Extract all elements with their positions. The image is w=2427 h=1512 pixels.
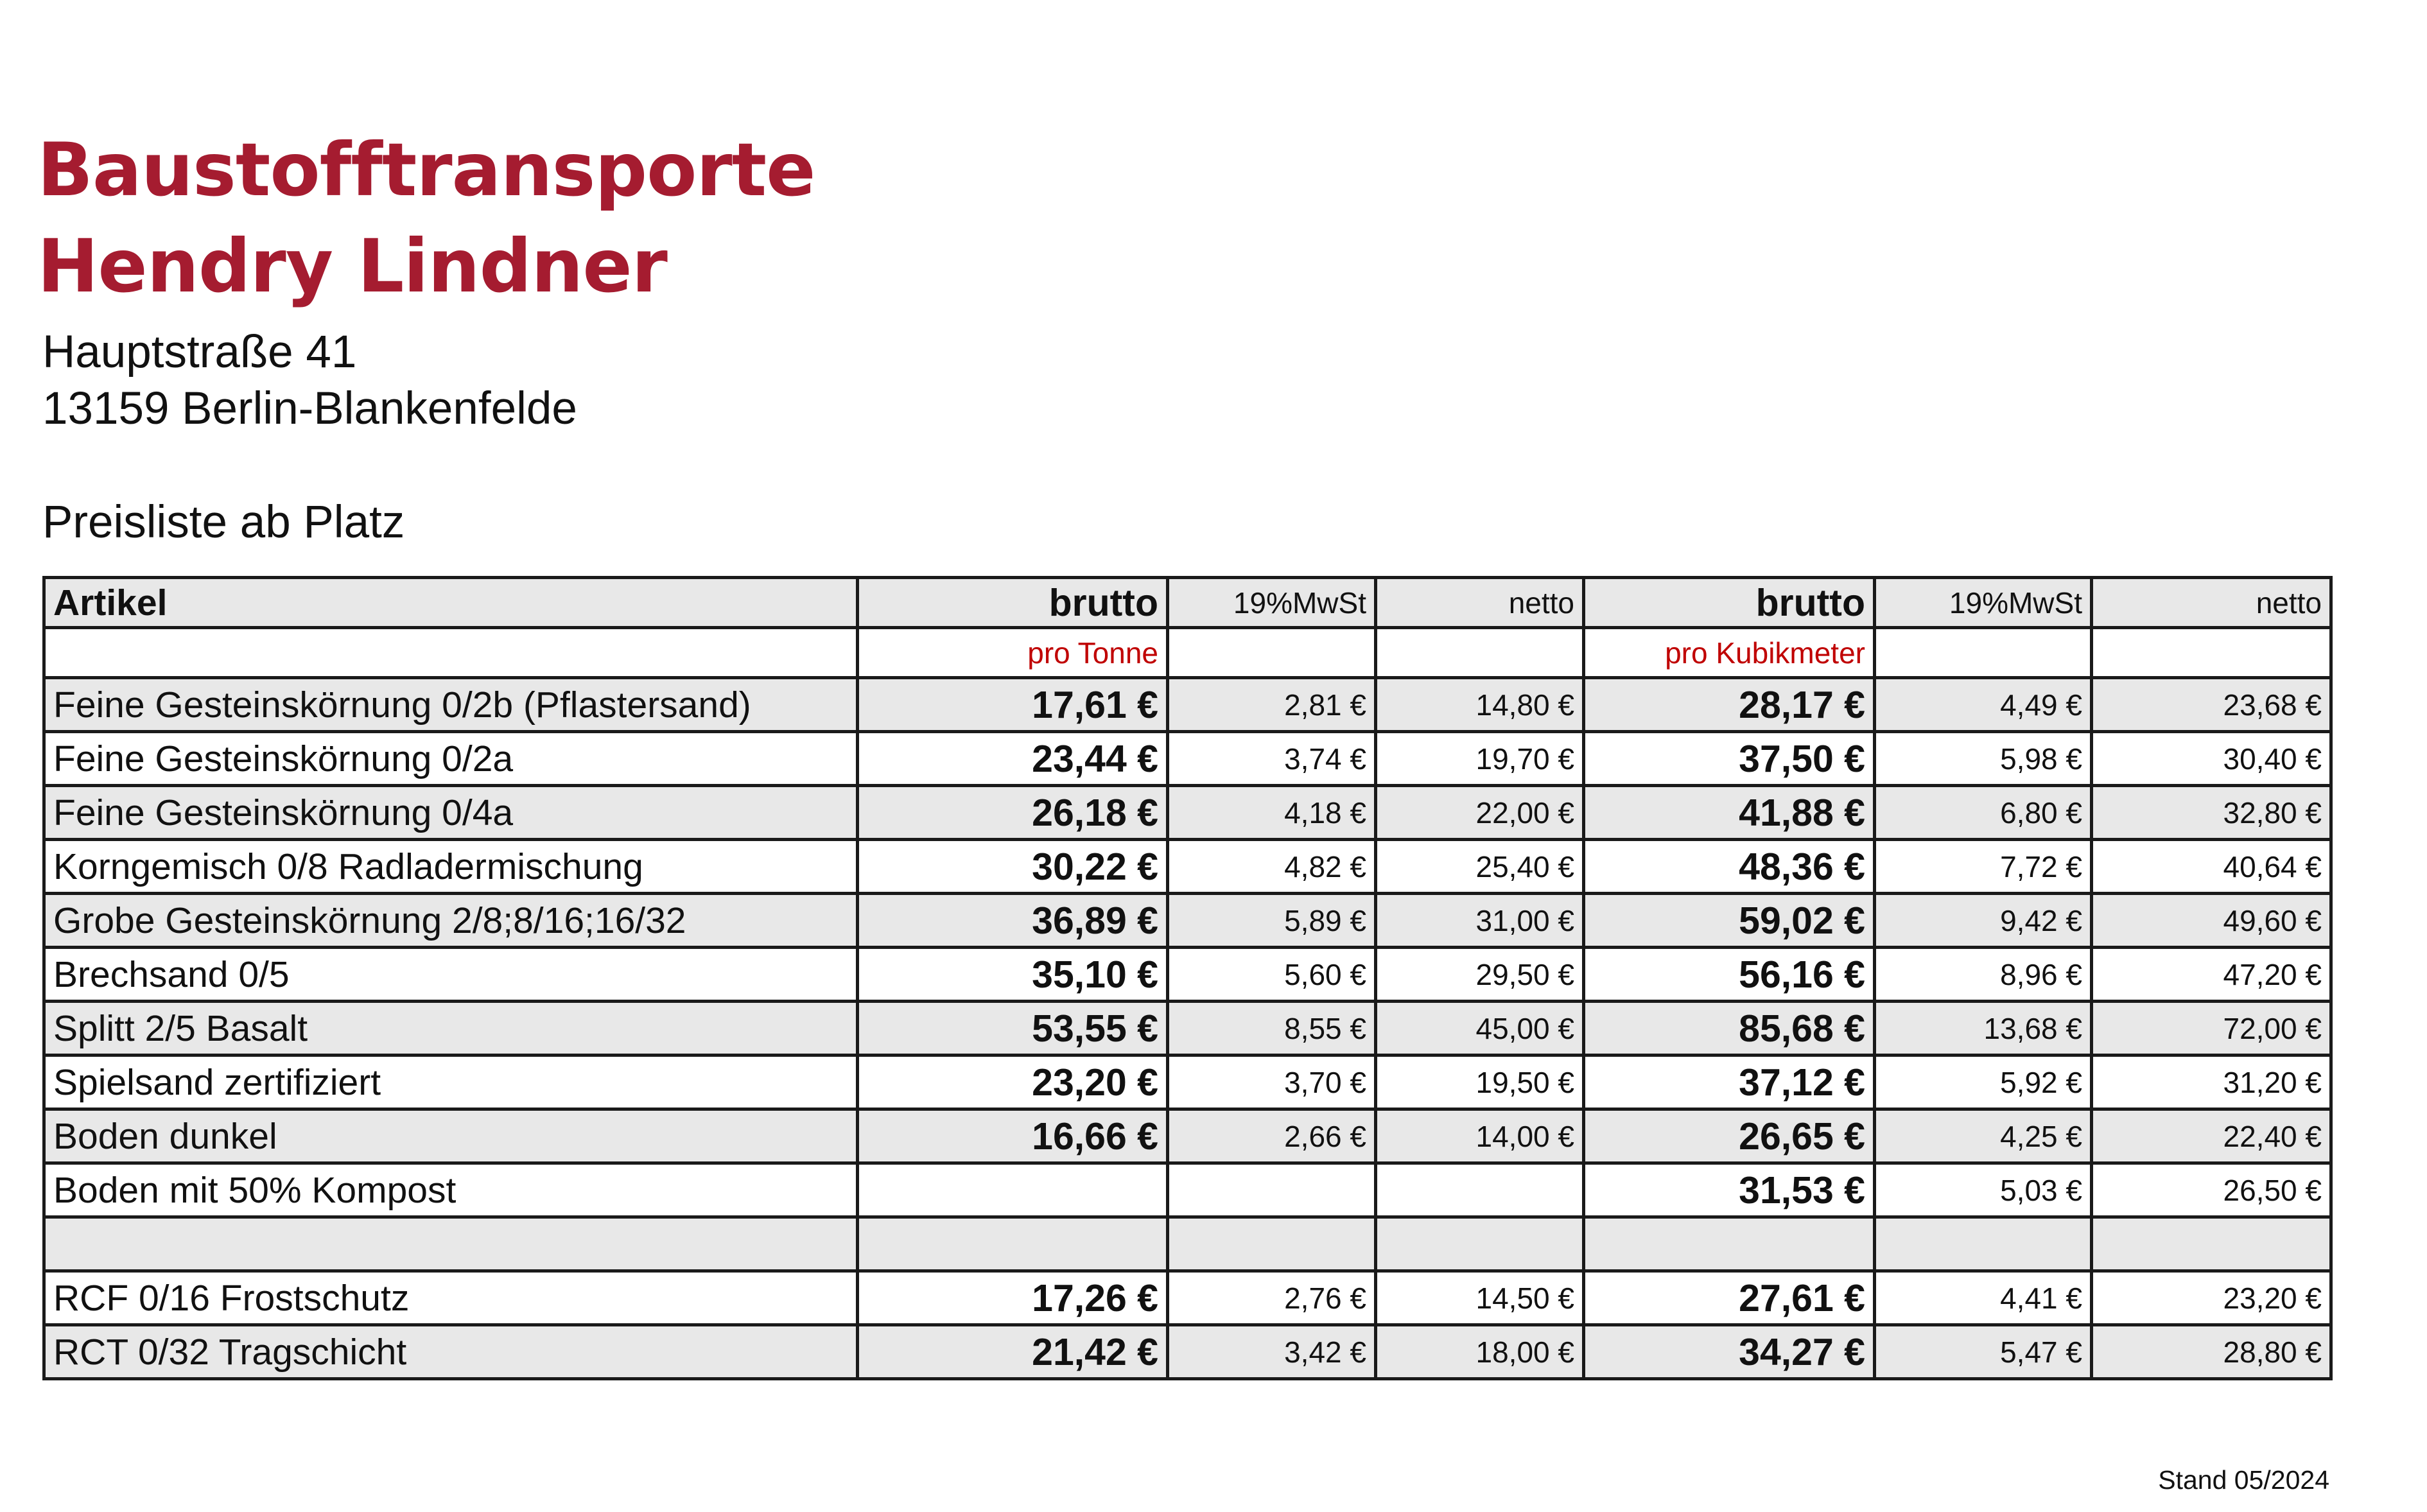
table-row bbox=[44, 1109, 2331, 1163]
article-name: Feine Gesteinskörnung 0/4a bbox=[44, 786, 858, 840]
price-netto-m3: 23,20 € bbox=[2092, 1271, 2331, 1325]
price-brutto-m3: 31,53 € bbox=[1584, 1163, 1875, 1217]
company-address bbox=[42, 324, 577, 437]
price-brutto-m3: 85,68 € bbox=[1584, 1002, 1875, 1056]
price-brutto-ton bbox=[858, 1217, 1168, 1271]
article-name: Feine Gesteinskörnung 0/2b (Pflastersand) bbox=[44, 678, 858, 732]
price-mwst-ton: 4,18 € bbox=[1168, 786, 1376, 840]
article-name: Boden dunkel bbox=[44, 1109, 858, 1163]
table-row bbox=[44, 1325, 2331, 1379]
unit-empty-cell bbox=[2092, 628, 2331, 678]
price-mwst-m3: 7,72 € bbox=[1875, 840, 2092, 894]
price-mwst-ton bbox=[1168, 1217, 1376, 1271]
price-netto-ton: 29,50 € bbox=[1376, 948, 1584, 1002]
price-brutto-m3: 59,02 € bbox=[1584, 894, 1875, 948]
price-mwst-ton: 5,89 € bbox=[1168, 894, 1376, 948]
price-mwst-ton: 4,82 € bbox=[1168, 840, 1376, 894]
price-mwst-ton: 3,70 € bbox=[1168, 1056, 1376, 1109]
article-name bbox=[44, 1217, 858, 1271]
price-brutto-ton: 26,18 € bbox=[858, 786, 1168, 840]
table-row bbox=[44, 786, 2331, 840]
address-city: 13159 Berlin-Blankenfelde bbox=[42, 383, 577, 434]
price-brutto-m3: 34,27 € bbox=[1584, 1325, 1875, 1379]
price-netto-m3: 47,20 € bbox=[2092, 948, 2331, 1002]
price-brutto-ton: 21,42 € bbox=[858, 1325, 1168, 1379]
price-netto-m3: 72,00 € bbox=[2092, 1002, 2331, 1056]
price-mwst-m3: 5,92 € bbox=[1875, 1056, 2092, 1109]
table-row bbox=[44, 1271, 2331, 1325]
header-mwst-m3: 19%MwSt bbox=[1875, 578, 2092, 628]
price-netto-m3: 28,80 € bbox=[2092, 1325, 2331, 1379]
price-brutto-ton bbox=[858, 1163, 1168, 1217]
price-netto-m3: 40,64 € bbox=[2092, 840, 2331, 894]
price-netto-m3: 31,20 € bbox=[2092, 1056, 2331, 1109]
company-name-line2: Hendry Lindner bbox=[37, 223, 667, 309]
price-netto-ton: 22,00 € bbox=[1376, 786, 1584, 840]
stand-date: Stand 05/2024 bbox=[2158, 1465, 2329, 1495]
unit-empty-cell bbox=[1168, 628, 1376, 678]
price-mwst-ton: 2,81 € bbox=[1168, 678, 1376, 732]
price-mwst-m3 bbox=[1875, 1217, 2092, 1271]
price-brutto-ton: 35,10 € bbox=[858, 948, 1168, 1002]
price-mwst-ton: 3,74 € bbox=[1168, 732, 1376, 786]
price-brutto-m3: 28,17 € bbox=[1584, 678, 1875, 732]
price-mwst-m3: 9,42 € bbox=[1875, 894, 2092, 948]
table-row bbox=[44, 1002, 2331, 1056]
table-row bbox=[44, 1056, 2331, 1109]
price-netto-ton bbox=[1376, 1217, 1584, 1271]
table-header-row bbox=[44, 578, 2331, 628]
price-mwst-ton: 3,42 € bbox=[1168, 1325, 1376, 1379]
price-mwst-m3: 5,03 € bbox=[1875, 1163, 2092, 1217]
article-name: Grobe Gesteinskörnung 2/8;8/16;16/32 bbox=[44, 894, 858, 948]
price-brutto-ton: 23,20 € bbox=[858, 1056, 1168, 1109]
price-mwst-ton bbox=[1168, 1163, 1376, 1217]
price-netto-m3: 22,40 € bbox=[2092, 1109, 2331, 1163]
table-row bbox=[44, 948, 2331, 1002]
price-brutto-ton: 16,66 € bbox=[858, 1109, 1168, 1163]
article-name: Boden mit 50% Kompost bbox=[44, 1163, 858, 1217]
document-title: Preisliste ab Platz bbox=[42, 497, 405, 548]
price-mwst-ton: 5,60 € bbox=[1168, 948, 1376, 1002]
unit-row bbox=[44, 628, 2331, 678]
price-brutto-ton: 17,26 € bbox=[858, 1271, 1168, 1325]
price-netto-ton bbox=[1376, 1163, 1584, 1217]
price-brutto-m3: 56,16 € bbox=[1584, 948, 1875, 1002]
price-netto-m3: 32,80 € bbox=[2092, 786, 2331, 840]
article-name: Spielsand zertifiziert bbox=[44, 1056, 858, 1109]
price-mwst-m3: 4,41 € bbox=[1875, 1271, 2092, 1325]
article-name: Brechsand 0/5 bbox=[44, 948, 858, 1002]
price-netto-ton: 14,00 € bbox=[1376, 1109, 1584, 1163]
price-mwst-m3: 4,49 € bbox=[1875, 678, 2092, 732]
unit-per-ton: pro Tonne bbox=[858, 628, 1168, 678]
header-netto-ton: netto bbox=[1376, 578, 1584, 628]
price-brutto-m3: 48,36 € bbox=[1584, 840, 1875, 894]
unit-per-cubic-meter: pro Kubikmeter bbox=[1584, 628, 1875, 678]
price-brutto-ton: 36,89 € bbox=[858, 894, 1168, 948]
price-brutto-ton: 30,22 € bbox=[858, 840, 1168, 894]
company-name bbox=[37, 122, 815, 315]
price-brutto-ton: 53,55 € bbox=[858, 1002, 1168, 1056]
price-netto-ton: 25,40 € bbox=[1376, 840, 1584, 894]
table-row bbox=[44, 894, 2331, 948]
price-brutto-ton: 23,44 € bbox=[858, 732, 1168, 786]
price-mwst-ton: 8,55 € bbox=[1168, 1002, 1376, 1056]
header-mwst-ton: 19%MwSt bbox=[1168, 578, 1376, 628]
price-brutto-m3: 41,88 € bbox=[1584, 786, 1875, 840]
price-netto-ton: 31,00 € bbox=[1376, 894, 1584, 948]
table-row bbox=[44, 1217, 2331, 1271]
header-brutto-ton: brutto bbox=[858, 578, 1168, 628]
unit-empty-cell bbox=[1875, 628, 2092, 678]
price-netto-m3: 26,50 € bbox=[2092, 1163, 2331, 1217]
price-brutto-m3: 37,12 € bbox=[1584, 1056, 1875, 1109]
unit-empty-cell bbox=[44, 628, 858, 678]
address-street: Hauptstraße 41 bbox=[42, 327, 357, 378]
company-name-line1: Baustofftransporte bbox=[37, 127, 815, 213]
table-row bbox=[44, 732, 2331, 786]
price-brutto-m3: 37,50 € bbox=[1584, 732, 1875, 786]
price-rows bbox=[44, 678, 2331, 1379]
price-netto-m3: 23,68 € bbox=[2092, 678, 2331, 732]
article-name: RCT 0/32 Tragschicht bbox=[44, 1325, 858, 1379]
price-mwst-m3: 4,25 € bbox=[1875, 1109, 2092, 1163]
price-mwst-m3: 5,47 € bbox=[1875, 1325, 2092, 1379]
price-mwst-m3: 8,96 € bbox=[1875, 948, 2092, 1002]
article-name: RCF 0/16 Frostschutz bbox=[44, 1271, 858, 1325]
price-brutto-m3: 27,61 € bbox=[1584, 1271, 1875, 1325]
article-name: Korngemisch 0/8 Radladermischung bbox=[44, 840, 858, 894]
header-brutto-m3: brutto bbox=[1584, 578, 1875, 628]
price-mwst-m3: 5,98 € bbox=[1875, 732, 2092, 786]
price-netto-ton: 19,50 € bbox=[1376, 1056, 1584, 1109]
header-netto-m3: netto bbox=[2092, 578, 2331, 628]
price-netto-m3: 30,40 € bbox=[2092, 732, 2331, 786]
price-netto-ton: 14,50 € bbox=[1376, 1271, 1584, 1325]
header-artikel: Artikel bbox=[44, 578, 858, 628]
price-brutto-ton: 17,61 € bbox=[858, 678, 1168, 732]
price-mwst-ton: 2,76 € bbox=[1168, 1271, 1376, 1325]
table-row bbox=[44, 1163, 2331, 1217]
price-mwst-m3: 6,80 € bbox=[1875, 786, 2092, 840]
price-netto-m3 bbox=[2092, 1217, 2331, 1271]
price-netto-ton: 14,80 € bbox=[1376, 678, 1584, 732]
price-table bbox=[42, 576, 2333, 1380]
table-row bbox=[44, 840, 2331, 894]
price-netto-m3: 49,60 € bbox=[2092, 894, 2331, 948]
price-mwst-m3: 13,68 € bbox=[1875, 1002, 2092, 1056]
price-brutto-m3 bbox=[1584, 1217, 1875, 1271]
article-name: Feine Gesteinskörnung 0/2a bbox=[44, 732, 858, 786]
unit-empty-cell bbox=[1376, 628, 1584, 678]
table-row bbox=[44, 678, 2331, 732]
price-netto-ton: 45,00 € bbox=[1376, 1002, 1584, 1056]
price-netto-ton: 18,00 € bbox=[1376, 1325, 1584, 1379]
price-brutto-m3: 26,65 € bbox=[1584, 1109, 1875, 1163]
price-netto-ton: 19,70 € bbox=[1376, 732, 1584, 786]
article-name: Splitt 2/5 Basalt bbox=[44, 1002, 858, 1056]
price-mwst-ton: 2,66 € bbox=[1168, 1109, 1376, 1163]
